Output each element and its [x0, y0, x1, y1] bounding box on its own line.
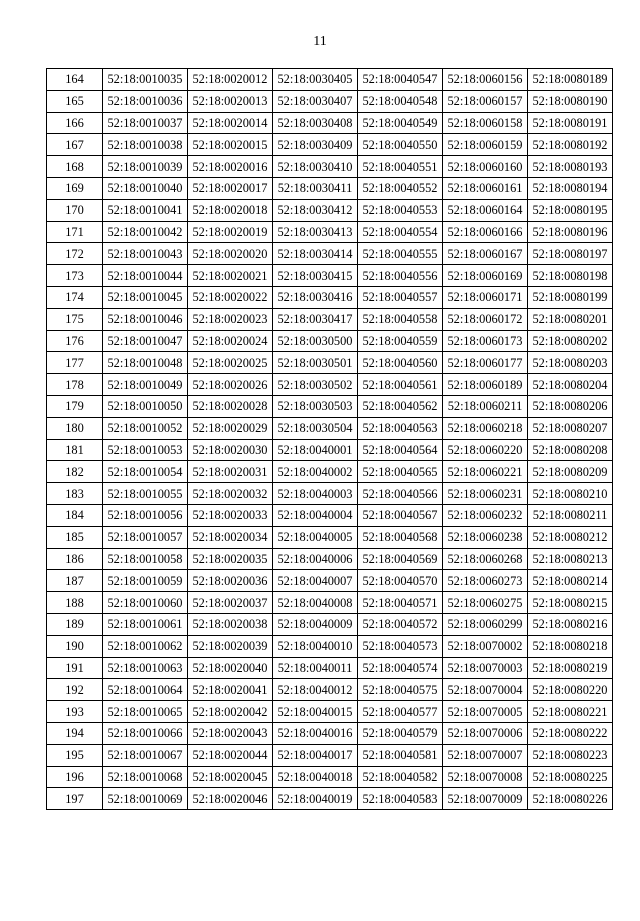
row-number-cell: 175 — [47, 308, 103, 330]
row-number-cell: 190 — [47, 635, 103, 657]
cadastral-number-cell: 52:18:0060160 — [443, 156, 528, 178]
row-number-cell: 186 — [47, 548, 103, 570]
cadastral-number-cell: 52:18:0060157 — [443, 90, 528, 112]
cadastral-number-cell: 52:18:0040582 — [358, 766, 443, 788]
row-number-cell: 189 — [47, 613, 103, 635]
table-row — [47, 679, 613, 701]
cadastral-number-cell: 52:18:0020017 — [188, 177, 273, 199]
cadastral-number-cell: 52:18:0070002 — [443, 635, 528, 657]
cadastral-number-cell: 52:18:0030411 — [273, 177, 358, 199]
cadastral-number-cell: 52:18:0080195 — [528, 199, 613, 221]
table-row — [47, 112, 613, 134]
cadastral-number-cell: 52:18:0070006 — [443, 722, 528, 744]
cadastral-number-cell: 52:18:0040009 — [273, 613, 358, 635]
cadastral-number-cell: 52:18:0030502 — [273, 374, 358, 396]
cadastral-number-cell: 52:18:0030500 — [273, 330, 358, 352]
cadastral-number-cell: 52:18:0030414 — [273, 243, 358, 265]
cadastral-number-cell: 52:18:0060159 — [443, 134, 528, 156]
cadastral-number-cell: 52:18:0030503 — [273, 395, 358, 417]
cadastral-number-cell: 52:18:0040019 — [273, 788, 358, 810]
table-row — [47, 308, 613, 330]
cadastral-number-cell: 52:18:0020019 — [188, 221, 273, 243]
cadastral-number-cell: 52:18:0020014 — [188, 112, 273, 134]
cadastral-number-cell: 52:18:0060189 — [443, 374, 528, 396]
cadastral-number-cell: 52:18:0080190 — [528, 90, 613, 112]
cadastral-number-cell: 52:18:0020023 — [188, 308, 273, 330]
cadastral-number-cell: 52:18:0020045 — [188, 766, 273, 788]
cadastral-number-cell: 52:18:0040552 — [358, 177, 443, 199]
cadastral-number-cell: 52:18:0080196 — [528, 221, 613, 243]
table-row — [47, 352, 613, 374]
table-row — [47, 330, 613, 352]
cadastral-number-cell: 52:18:0010061 — [103, 613, 188, 635]
table-row — [47, 374, 613, 396]
cadastral-number-cell: 52:18:0040548 — [358, 90, 443, 112]
cadastral-number-cell: 52:18:0080198 — [528, 265, 613, 287]
table-row — [47, 504, 613, 526]
row-number-cell: 164 — [47, 69, 103, 91]
cadastral-number-cell: 52:18:0080213 — [528, 548, 613, 570]
table-row — [47, 243, 613, 265]
cadastral-number-cell: 52:18:0040016 — [273, 722, 358, 744]
cadastral-number-cell: 52:18:0020033 — [188, 504, 273, 526]
cadastral-number-cell: 52:18:0040556 — [358, 265, 443, 287]
cadastral-number-cell: 52:18:0010046 — [103, 308, 188, 330]
cadastral-number-cell: 52:18:0040559 — [358, 330, 443, 352]
cadastral-number-cell: 52:18:0040583 — [358, 788, 443, 810]
cadastral-number-cell: 52:18:0080201 — [528, 308, 613, 330]
table-row — [47, 744, 613, 766]
cadastral-number-cell: 52:18:0060220 — [443, 439, 528, 461]
cadastral-number-cell: 52:18:0080204 — [528, 374, 613, 396]
row-number-cell: 184 — [47, 504, 103, 526]
table-row — [47, 156, 613, 178]
cadastral-number-cell: 52:18:0040547 — [358, 69, 443, 91]
cadastral-number-cell: 52:18:0040001 — [273, 439, 358, 461]
cadastral-number-cell: 52:18:0060238 — [443, 526, 528, 548]
cadastral-number-cell: 52:18:0080208 — [528, 439, 613, 461]
cadastral-number-cell: 52:18:0020012 — [188, 69, 273, 91]
cadastral-number-cell: 52:18:0040018 — [273, 766, 358, 788]
cadastral-number-cell: 52:18:0060231 — [443, 483, 528, 505]
cadastral-number-cell: 52:18:0020041 — [188, 679, 273, 701]
cadastral-number-cell: 52:18:0060299 — [443, 613, 528, 635]
cadastral-number-cell: 52:18:0060167 — [443, 243, 528, 265]
cadastral-number-cell: 52:18:0040003 — [273, 483, 358, 505]
cadastral-number-cell: 52:18:0030501 — [273, 352, 358, 374]
cadastral-number-cell: 52:18:0010059 — [103, 570, 188, 592]
cadastral-number-cell: 52:18:0080193 — [528, 156, 613, 178]
cadastral-number-cell: 52:18:0080219 — [528, 657, 613, 679]
cadastral-number-cell: 52:18:0080225 — [528, 766, 613, 788]
cadastral-number-cell: 52:18:0020013 — [188, 90, 273, 112]
cadastral-number-cell: 52:18:0040006 — [273, 548, 358, 570]
cadastral-number-cell: 52:18:0040571 — [358, 592, 443, 614]
cadastral-number-cell: 52:18:0020039 — [188, 635, 273, 657]
cadastral-number-cell: 52:18:0010066 — [103, 722, 188, 744]
cadastral-number-cell: 52:18:0070008 — [443, 766, 528, 788]
row-number-cell: 192 — [47, 679, 103, 701]
cadastral-number-cell: 52:18:0010062 — [103, 635, 188, 657]
cadastral-number-cell: 52:18:0040551 — [358, 156, 443, 178]
row-number-cell: 177 — [47, 352, 103, 374]
cadastral-number-cell: 52:18:0070009 — [443, 788, 528, 810]
cadastral-number-cell: 52:18:0020030 — [188, 439, 273, 461]
cadastral-number-cell: 52:18:0080192 — [528, 134, 613, 156]
cadastral-number-cell: 52:18:0060156 — [443, 69, 528, 91]
row-number-cell: 182 — [47, 461, 103, 483]
cadastral-number-cell: 52:18:0080194 — [528, 177, 613, 199]
cadastral-number-cell: 52:18:0080218 — [528, 635, 613, 657]
cadastral-number-cell: 52:18:0040577 — [358, 701, 443, 723]
cadastral-number-cell: 52:18:0080223 — [528, 744, 613, 766]
table-row — [47, 461, 613, 483]
table-row — [47, 395, 613, 417]
cadastral-number-cell: 52:18:0020042 — [188, 701, 273, 723]
row-number-cell: 180 — [47, 417, 103, 439]
cadastral-number-cell: 52:18:0010069 — [103, 788, 188, 810]
cadastral-number-cell: 52:18:0040572 — [358, 613, 443, 635]
cadastral-number-cell: 52:18:0020040 — [188, 657, 273, 679]
cadastral-number-cell: 52:18:0030504 — [273, 417, 358, 439]
table-row — [47, 90, 613, 112]
row-number-cell: 174 — [47, 286, 103, 308]
cadastral-number-cell: 52:18:0040579 — [358, 722, 443, 744]
cadastral-number-cell: 52:18:0020015 — [188, 134, 273, 156]
cadastral-number-cell: 52:18:0010065 — [103, 701, 188, 723]
row-number-cell: 170 — [47, 199, 103, 221]
cadastral-number-cell: 52:18:0080221 — [528, 701, 613, 723]
cadastral-number-cell: 52:18:0080222 — [528, 722, 613, 744]
cadastral-number-cell: 52:18:0040012 — [273, 679, 358, 701]
cadastral-number-cell: 52:18:0070003 — [443, 657, 528, 679]
cadastral-number-cell: 52:18:0080206 — [528, 395, 613, 417]
cadastral-number-cell: 52:18:0040553 — [358, 199, 443, 221]
cadastral-number-cell: 52:18:0010036 — [103, 90, 188, 112]
row-number-cell: 185 — [47, 526, 103, 548]
cadastral-number-cell: 52:18:0010054 — [103, 461, 188, 483]
cadastral-number-cell: 52:18:0010042 — [103, 221, 188, 243]
cadastral-number-cell: 52:18:0030409 — [273, 134, 358, 156]
cadastral-number-cell: 52:18:0020034 — [188, 526, 273, 548]
cadastral-number-cell: 52:18:0010043 — [103, 243, 188, 265]
table-row — [47, 439, 613, 461]
cadastral-number-cell: 52:18:0010068 — [103, 766, 188, 788]
table-row — [47, 766, 613, 788]
cadastral-number-cell: 52:18:0010053 — [103, 439, 188, 461]
table-row — [47, 177, 613, 199]
cadastral-number-cell: 52:18:0010060 — [103, 592, 188, 614]
row-number-cell: 188 — [47, 592, 103, 614]
table-row — [47, 635, 613, 657]
cadastral-number-cell: 52:18:0030416 — [273, 286, 358, 308]
table-row — [47, 221, 613, 243]
table-row — [47, 657, 613, 679]
cadastral-number-cell: 52:18:0060268 — [443, 548, 528, 570]
table-row — [47, 788, 613, 810]
cadastral-number-cell: 52:18:0040557 — [358, 286, 443, 308]
table-row — [47, 613, 613, 635]
cadastral-number-cell: 52:18:0040010 — [273, 635, 358, 657]
table-row — [47, 417, 613, 439]
row-number-cell: 165 — [47, 90, 103, 112]
cadastral-number-cell: 52:18:0060218 — [443, 417, 528, 439]
cadastral-number-cell: 52:18:0080215 — [528, 592, 613, 614]
cadastral-number-cell: 52:18:0010050 — [103, 395, 188, 417]
table-row — [47, 722, 613, 744]
cadastral-number-cell: 52:18:0040575 — [358, 679, 443, 701]
cadastral-number-cell: 52:18:0030405 — [273, 69, 358, 91]
cadastral-number-cell: 52:18:0010040 — [103, 177, 188, 199]
table-row — [47, 592, 613, 614]
row-number-cell: 183 — [47, 483, 103, 505]
cadastral-number-cell: 52:18:0020037 — [188, 592, 273, 614]
cadastral-number-cell: 52:18:0010045 — [103, 286, 188, 308]
cadastral-number-cell: 52:18:0060164 — [443, 199, 528, 221]
cadastral-number-cell: 52:18:0040573 — [358, 635, 443, 657]
cadastral-number-cell: 52:18:0010035 — [103, 69, 188, 91]
cadastral-number-cell: 52:18:0060171 — [443, 286, 528, 308]
cadastral-number-cell: 52:18:0030407 — [273, 90, 358, 112]
cadastral-number-cell: 52:18:0040566 — [358, 483, 443, 505]
cadastral-number-cell: 52:18:0010038 — [103, 134, 188, 156]
cadastral-number-cell: 52:18:0040558 — [358, 308, 443, 330]
cadastral-number-cell: 52:18:0040562 — [358, 395, 443, 417]
cadastral-number-cell: 52:18:0060211 — [443, 395, 528, 417]
cadastral-number-cell: 52:18:0040570 — [358, 570, 443, 592]
table-row — [47, 286, 613, 308]
cadastral-number-cell: 52:18:0030417 — [273, 308, 358, 330]
row-number-cell: 194 — [47, 722, 103, 744]
cadastral-number-cell: 52:18:0040008 — [273, 592, 358, 614]
row-number-cell: 166 — [47, 112, 103, 134]
cadastral-number-cell: 52:18:0040011 — [273, 657, 358, 679]
cadastral-number-cell: 52:18:0080199 — [528, 286, 613, 308]
cadastral-number-cell: 52:18:0060177 — [443, 352, 528, 374]
row-number-cell: 193 — [47, 701, 103, 723]
cadastral-number-cell: 52:18:0010044 — [103, 265, 188, 287]
cadastral-number-cell: 52:18:0080207 — [528, 417, 613, 439]
cadastral-number-cell: 52:18:0040569 — [358, 548, 443, 570]
cadastral-number-cell: 52:18:0080216 — [528, 613, 613, 635]
page-number: 11 — [313, 34, 327, 49]
cadastral-number-cell: 52:18:0010048 — [103, 352, 188, 374]
cadastral-number-cell: 52:18:0040015 — [273, 701, 358, 723]
row-number-cell: 195 — [47, 744, 103, 766]
cadastral-number-cell: 52:18:0020021 — [188, 265, 273, 287]
cadastral-number-cell: 52:18:0020029 — [188, 417, 273, 439]
cadastral-number-cell: 52:18:0040550 — [358, 134, 443, 156]
cadastral-number-cell: 52:18:0010058 — [103, 548, 188, 570]
row-number-cell: 173 — [47, 265, 103, 287]
cadastral-number-cell: 52:18:0040565 — [358, 461, 443, 483]
cadastral-number-cell: 52:18:0020038 — [188, 613, 273, 635]
cadastral-number-cell: 52:18:0060221 — [443, 461, 528, 483]
cadastral-number-cell: 52:18:0010039 — [103, 156, 188, 178]
cadastral-number-cell: 52:18:0080214 — [528, 570, 613, 592]
cadastral-number-cell: 52:18:0040555 — [358, 243, 443, 265]
cadastral-number-cell: 52:18:0040567 — [358, 504, 443, 526]
cadastral-number-cell: 52:18:0010056 — [103, 504, 188, 526]
cadastral-number-cell: 52:18:0060169 — [443, 265, 528, 287]
cadastral-number-cell: 52:18:0040560 — [358, 352, 443, 374]
cadastral-number-cell: 52:18:0020035 — [188, 548, 273, 570]
cadastral-number-cell: 52:18:0060158 — [443, 112, 528, 134]
cadastral-number-cell: 52:18:0040007 — [273, 570, 358, 592]
cadastral-number-cell: 52:18:0080210 — [528, 483, 613, 505]
cadastral-number-cell: 52:18:0020024 — [188, 330, 273, 352]
cadastral-numbers-table — [46, 68, 613, 810]
cadastral-number-cell: 52:18:0060161 — [443, 177, 528, 199]
cadastral-number-cell: 52:18:0060232 — [443, 504, 528, 526]
row-number-cell: 178 — [47, 374, 103, 396]
cadastral-number-cell: 52:18:0080209 — [528, 461, 613, 483]
cadastral-number-cell: 52:18:0010052 — [103, 417, 188, 439]
cadastral-number-cell: 52:18:0020043 — [188, 722, 273, 744]
cadastral-number-cell: 52:18:0020046 — [188, 788, 273, 810]
cadastral-number-cell: 52:18:0030410 — [273, 156, 358, 178]
cadastral-number-cell: 52:18:0010055 — [103, 483, 188, 505]
row-number-cell: 181 — [47, 439, 103, 461]
row-number-cell: 179 — [47, 395, 103, 417]
cadastral-number-cell: 52:18:0030408 — [273, 112, 358, 134]
cadastral-number-cell: 52:18:0020032 — [188, 483, 273, 505]
cadastral-number-cell: 52:18:0040005 — [273, 526, 358, 548]
cadastral-number-cell: 52:18:0020031 — [188, 461, 273, 483]
cadastral-number-cell: 52:18:0030413 — [273, 221, 358, 243]
cadastral-number-cell: 52:18:0010067 — [103, 744, 188, 766]
cadastral-number-cell: 52:18:0020022 — [188, 286, 273, 308]
cadastral-number-cell: 52:18:0030415 — [273, 265, 358, 287]
row-number-cell: 167 — [47, 134, 103, 156]
cadastral-number-cell: 52:18:0020025 — [188, 352, 273, 374]
cadastral-number-cell: 52:18:0010057 — [103, 526, 188, 548]
cadastral-number-cell: 52:18:0040574 — [358, 657, 443, 679]
row-number-cell: 171 — [47, 221, 103, 243]
cadastral-number-cell: 52:18:0080191 — [528, 112, 613, 134]
table-row — [47, 570, 613, 592]
row-number-cell: 172 — [47, 243, 103, 265]
cadastral-number-cell: 52:18:0040563 — [358, 417, 443, 439]
cadastral-number-cell: 52:18:0020018 — [188, 199, 273, 221]
cadastral-number-cell: 52:18:0040581 — [358, 744, 443, 766]
cadastral-number-cell: 52:18:0030412 — [273, 199, 358, 221]
cadastral-number-cell: 52:18:0070007 — [443, 744, 528, 766]
cadastral-number-cell: 52:18:0070005 — [443, 701, 528, 723]
table-row — [47, 483, 613, 505]
row-number-cell: 168 — [47, 156, 103, 178]
row-number-cell: 197 — [47, 788, 103, 810]
cadastral-number-cell: 52:18:0060173 — [443, 330, 528, 352]
cadastral-number-cell: 52:18:0040017 — [273, 744, 358, 766]
cadastral-number-cell: 52:18:0080203 — [528, 352, 613, 374]
cadastral-number-cell: 52:18:0020016 — [188, 156, 273, 178]
cadastral-number-cell: 52:18:0080226 — [528, 788, 613, 810]
cadastral-number-cell: 52:18:0080220 — [528, 679, 613, 701]
table-row — [47, 265, 613, 287]
row-number-cell: 196 — [47, 766, 103, 788]
row-number-cell: 169 — [47, 177, 103, 199]
cadastral-number-cell: 52:18:0020044 — [188, 744, 273, 766]
cadastral-number-cell: 52:18:0010047 — [103, 330, 188, 352]
table-row — [47, 134, 613, 156]
cadastral-number-cell: 52:18:0010064 — [103, 679, 188, 701]
table-row — [47, 701, 613, 723]
cadastral-number-cell: 52:18:0040568 — [358, 526, 443, 548]
cadastral-number-cell: 52:18:0010041 — [103, 199, 188, 221]
cadastral-number-cell: 52:18:0080212 — [528, 526, 613, 548]
cadastral-number-cell: 52:18:0010063 — [103, 657, 188, 679]
cadastral-number-cell: 52:18:0080197 — [528, 243, 613, 265]
cadastral-number-cell: 52:18:0040564 — [358, 439, 443, 461]
cadastral-number-cell: 52:18:0070004 — [443, 679, 528, 701]
cadastral-number-cell: 52:18:0060166 — [443, 221, 528, 243]
cadastral-number-cell: 52:18:0080189 — [528, 69, 613, 91]
cadastral-number-cell: 52:18:0080211 — [528, 504, 613, 526]
cadastral-number-cell: 52:18:0040004 — [273, 504, 358, 526]
cadastral-number-cell: 52:18:0020026 — [188, 374, 273, 396]
cadastral-number-cell: 52:18:0040554 — [358, 221, 443, 243]
cadastral-number-cell: 52:18:0010049 — [103, 374, 188, 396]
cadastral-number-cell: 52:18:0060172 — [443, 308, 528, 330]
cadastral-number-cell: 52:18:0020020 — [188, 243, 273, 265]
row-number-cell: 176 — [47, 330, 103, 352]
cadastral-number-cell: 52:18:0040549 — [358, 112, 443, 134]
row-number-cell: 191 — [47, 657, 103, 679]
table-body — [47, 69, 613, 810]
cadastral-number-cell: 52:18:0010037 — [103, 112, 188, 134]
cadastral-number-cell: 52:18:0020028 — [188, 395, 273, 417]
cadastral-number-cell: 52:18:0020036 — [188, 570, 273, 592]
cadastral-number-cell: 52:18:0040002 — [273, 461, 358, 483]
table-row — [47, 199, 613, 221]
cadastral-number-cell: 52:18:0080202 — [528, 330, 613, 352]
cadastral-number-cell: 52:18:0060273 — [443, 570, 528, 592]
cadastral-number-cell: 52:18:0060275 — [443, 592, 528, 614]
table-row — [47, 69, 613, 91]
table-row — [47, 526, 613, 548]
row-number-cell: 187 — [47, 570, 103, 592]
table-row — [47, 548, 613, 570]
cadastral-number-cell: 52:18:0040561 — [358, 374, 443, 396]
